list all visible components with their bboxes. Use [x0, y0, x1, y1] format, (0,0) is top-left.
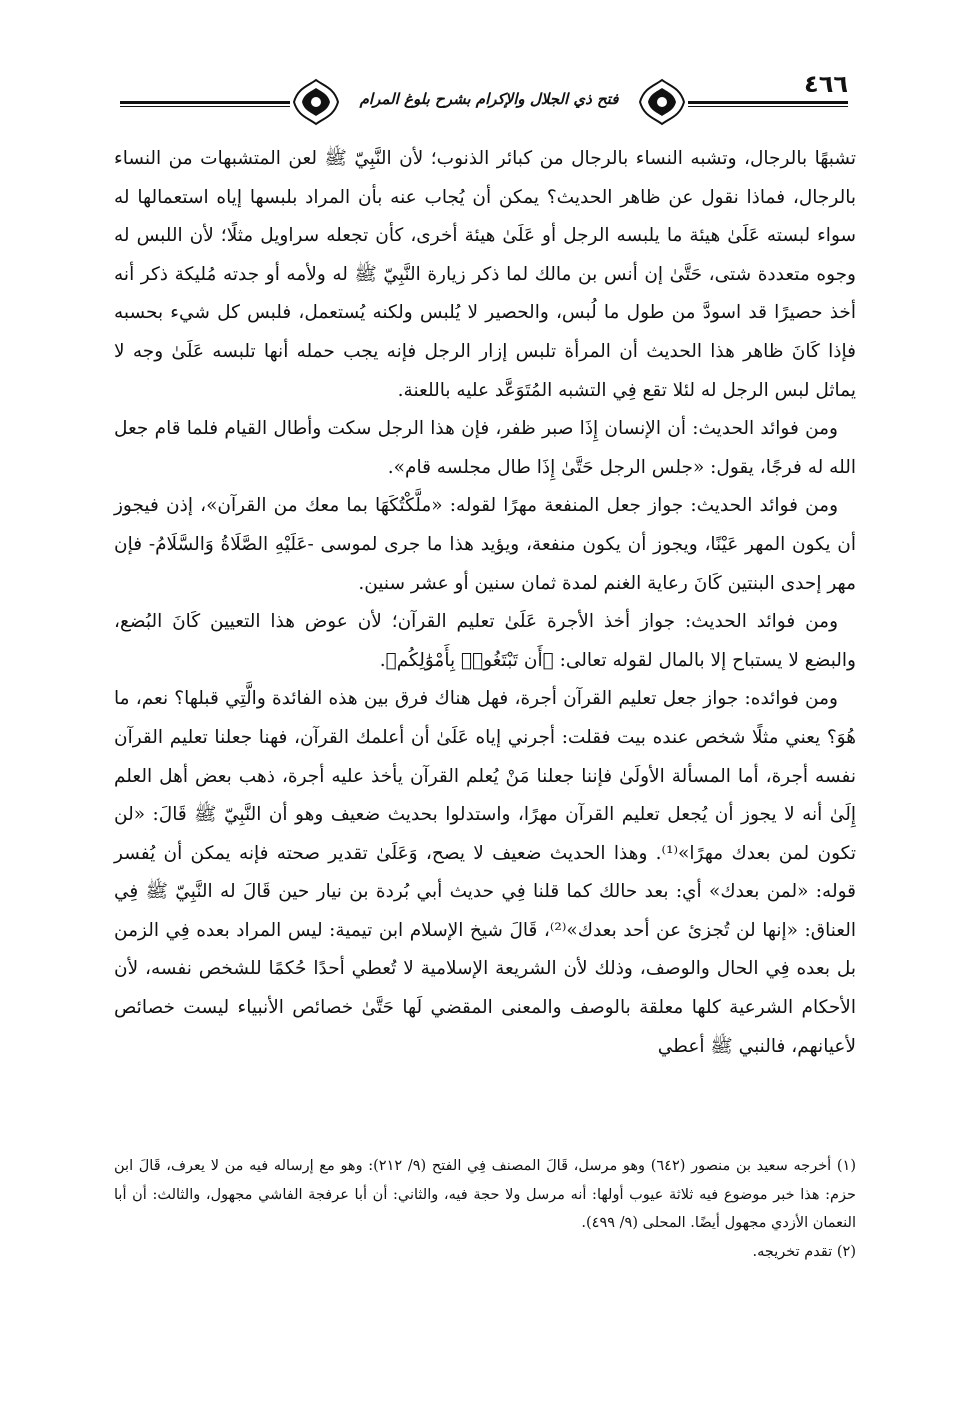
- footnotes: [114, 1152, 856, 1266]
- header-rule-right: [688, 101, 848, 107]
- footnote: (٢) تقدم تخريجه.: [752, 1243, 856, 1260]
- paragraph: ومن فوائده: جواز جعل تعليم القرآن أجرة، فهل هناك فرق بين هذه الفائدة والَّتِي قبلها؟ نعم، ما هُوَ؟ يعني مثلًا شخص عنده بيت فقلت: أجرني إياه عَلَىٰ أن أعلمك القرآن، فهنا جعلنا تعليم القرآن نفسه أجرة، أما المسألة الأولَىٰ فإننا جعلنا مَنْ يُعلم القرآن يأخذ عليه أجرة، ذهب بعض أهل العلم إِلَىٰ أنه لا يجوز أن يُجعل تعليم القرآن مهرًا، واستدلوا بحديث ضعيف وهو أن النَّبِيّ ﷺ قَالَ: «لن تكون لمن بعدك مهرًا»⁽¹⁾. وهذا الحديث ضعيف لا يصح، وَعَلَىٰ تقدير صحته فإنه يمكن أن يُفسر قوله: «لمن بعدك» أي: بعد حالك كما قلنا فِي حديث أبي بُردة بن نيار حين قَالَ له النَّبِيّ ﷺ فِي العناق: «إنها لن تُجزئ عن أحد بعدك»⁽²⁾، قَالَ شيخ الإسلام ابن تيمية: ليس المراد بعده فِي الزمن بل بعده فِي الحال والوصف، وذلك لأن الشريعة الإسلامية لا تُعطي أحدًا حُكمًا للشخص نفسه، لأن الأحكام الشرعية كلها معلقة بالوصف والمعنى المقضي لَها حَتَّىٰ خصائص الأنبياء ليست خصائص لأعيانهم، فالنبي ﷺ أعطي: [114, 688, 856, 1057]
- main-text: [114, 140, 856, 1066]
- paragraph: ومن فوائد الحديث: جواز أخذ الأجرة عَلَىٰ تعليم القرآن؛ لأن عوض هذا التعيين كَانَ البُضع، والبضع لا يستباح إلا بالمال لقوله تعالى: ﴿أَن تَبْتَغُوا۟ بِأَمْوَٰلِكُم﴾.: [114, 611, 856, 671]
- ornament-right-icon: [636, 76, 688, 128]
- ornament-left-icon: [290, 76, 342, 128]
- footnote: (١) أخرجه سعيد بن منصور (٦٤٢) وهو مرسل، قَالَ المصنف فِي الفتح (٩/ ٢١٢): وهو مع إرساله فيه من لا يعرف، قَالَ ابن حزم: هذا خبر موضوع فيه ثلاثة عيوب أولها: أنه مرسل ولا حجة فيه، والثاني: أن أبا عرفجة الفاشي مجهول، والثالث: أن أبا النعمان الأزدي مجهول أيضًا. المحلى (٩/ ٤٩٩).: [114, 1158, 856, 1231]
- paragraph: ومن فوائد الحديث: جواز جعل المنفعة مهرًا لقوله: «ملَّكْتُكَهَا بما معك من القرآن»، إذن فيجوز أن يكون المهر عَيْنًا، ويجوز أن يكون منفعة، ويؤيد هذا ما جرى لموسى -عَلَيْهِ الصَّلَاةُ وَالسَّلَامُ- فإن مهر إحدى البنتين كَانَ رعاية الغنم لمدة ثمان سنين أو عشر سنين.: [114, 495, 856, 594]
- paragraph: تشبهًا بالرجال، وتشبه النساء بالرجال من كبائر الذنوب؛ لأن النَّبِيّ ﷺ لعن المتشبهات من النساء بالرجال، فماذا نقول عن ظاهر الحديث؟ يمكن أن يُجاب عنه بأن المراد بلبسها إياه استعمالها له سواء لبسته عَلَىٰ هيئة ما يلبسه الرجل أو عَلَىٰ هيئة أخرى، كأن تجعله سراويل مثلًا؛ لأن اللبس له وجوه متعددة شتى، حَتَّىٰ إن أنس بن مالك لما ذكر زيارة النَّبِيّ ﷺ له ولأمه أو جدته مُليكة ذكر أنه أخذ حصيرًا قد اسودَّ من طول ما لُبس، والحصير لا يُلبس ولكنه يُستعمل، فلبس كل شيء بحسبه فإذا كَانَ ظاهر هذا الحديث أن المرأة تلبس إزار الرجل فإنه يجب حمله أنها تلبسه عَلَىٰ وجه لا يماثل لبس الرجل له لئلا تقع فِي التشبه المُتَوَعَّد عليه باللعنة.: [114, 148, 856, 401]
- header-rule-left: [120, 101, 290, 107]
- paragraph: ومن فوائد الحديث: أن الإنسان إِذَا صبر ظفر، فإن هذا الرجل سكت وأطال القيام فلما قام جعل الله له فرجًا، يقول: «جلس الرجل حَتَّىٰ إِذَا طال مجلسه قام».: [114, 418, 856, 478]
- running-header: [120, 72, 848, 134]
- page-number: ٤٦٦: [804, 70, 848, 98]
- book-title: فتح ذي الجلال والإكرام بشرح بلوغ المرام: [359, 90, 619, 108]
